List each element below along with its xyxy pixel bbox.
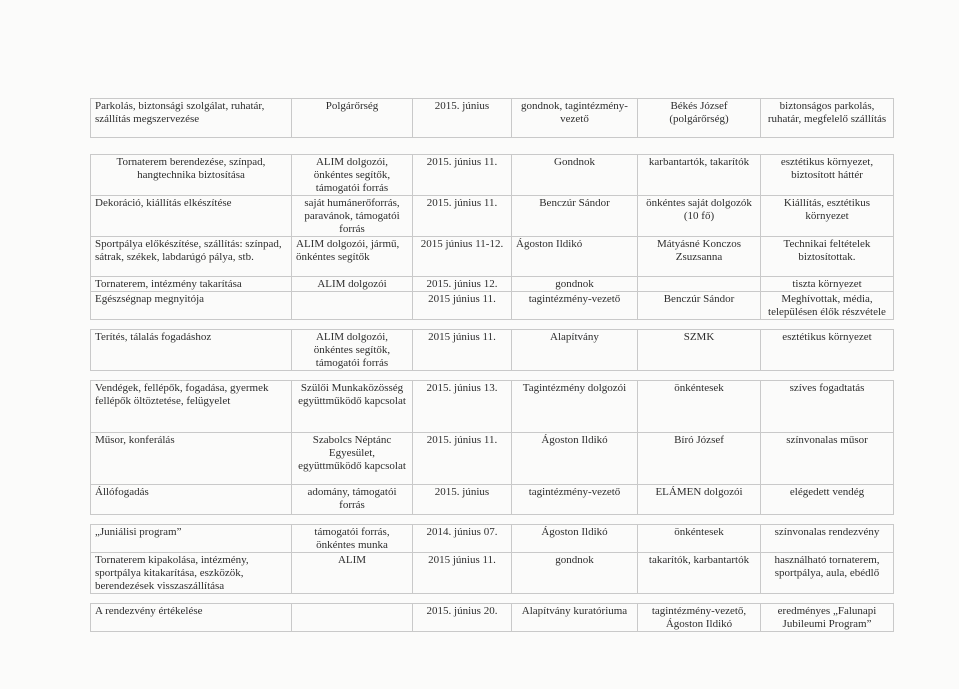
table-row [91, 525, 894, 553]
table-cell [292, 604, 413, 632]
table-cell: 2015. június [413, 485, 512, 515]
table-row [91, 237, 894, 277]
spacer-cell [91, 371, 894, 381]
table-cell: tagintézmény-vezető, Ágoston Ildikó [638, 604, 761, 632]
table-cell: 2015 június 11. [413, 292, 512, 320]
table-cell: 2015. június 11. [413, 155, 512, 196]
table-cell: szíves fogadtatás [761, 381, 894, 433]
table-cell: Tagintézmény dolgozói [512, 381, 638, 433]
table-cell: „Juniálisi program” [91, 525, 292, 553]
table-cell: karbantartók, takarítók [638, 155, 761, 196]
table-cell: A rendezvény értékelése [91, 604, 292, 632]
spacer-cell [91, 594, 894, 604]
table-cell: 2015. június [413, 99, 512, 138]
table-cell: Benczúr Sándor [638, 292, 761, 320]
table-cell: Állófogadás [91, 485, 292, 515]
table-row [91, 155, 894, 196]
table-cell: SZMK [638, 330, 761, 371]
spacer-row [91, 594, 894, 604]
table-row [91, 485, 894, 515]
table-cell: Meghívottak, média, településen élők részvétele [761, 292, 894, 320]
table-cell: 2015. június 12. [413, 277, 512, 292]
table-cell: takarítók, karbantartók [638, 553, 761, 594]
table-cell: 2015. június 13. [413, 381, 512, 433]
table-cell: tagintézmény-vezető [512, 485, 638, 515]
spacer-cell [91, 320, 894, 330]
table-cell [292, 292, 413, 320]
table-cell [638, 277, 761, 292]
table-cell: Polgárőrség [292, 99, 413, 138]
table-row [91, 330, 894, 371]
table-cell: Terítés, tálalás fogadáshoz [91, 330, 292, 371]
table-cell: adomány, támogatói forrás [292, 485, 413, 515]
table-cell: Dekoráció, kiállítás elkészítése [91, 196, 292, 237]
table-cell: tiszta környezet [761, 277, 894, 292]
table-cell: Tornaterem kipakolása, intézmény, sportpálya kitakarítása, eszközök, berendezések visszaszállítása [91, 553, 292, 594]
table-cell: ALIM dolgozói, önkéntes segítők, támogatói forrás [292, 155, 413, 196]
table-cell: gondnok, tagintézmény-vezető [512, 99, 638, 138]
table-cell: Ágoston Ildikó [512, 237, 638, 277]
table-row [91, 381, 894, 433]
spacer-row [91, 515, 894, 525]
table-cell: Ágoston Ildikó [512, 433, 638, 485]
table-cell: tagintézmény-vezető [512, 292, 638, 320]
table-cell: 2015 június 11. [413, 330, 512, 371]
table-cell: használható tornaterem, sportpálya, aula, ebédlő [761, 553, 894, 594]
table-cell: Tornaterem berendezése, színpad, hangtechnika biztosítása [91, 155, 292, 196]
table-cell: elégedett vendég [761, 485, 894, 515]
table-cell: 2015. június 11. [413, 433, 512, 485]
table-cell: esztétikus környezet, biztosított háttér [761, 155, 894, 196]
table-cell: önkéntes saját dolgozók (10 fő) [638, 196, 761, 237]
table-cell: Kiállítás, esztétikus környezet [761, 196, 894, 237]
table-cell: önkéntesek [638, 381, 761, 433]
table-row [91, 604, 894, 632]
table-main [90, 154, 894, 632]
table-cell: 2015. június 11. [413, 196, 512, 237]
table-cell: biztonságos parkolás, ruhatár, megfelelő szállítás [761, 99, 894, 138]
table-cell: ALIM [292, 553, 413, 594]
table-cell: ALIM dolgozói, önkéntes segítők, támogatói forrás [292, 330, 413, 371]
table-row [91, 196, 894, 237]
table-cell: Egészségnap megnyitója [91, 292, 292, 320]
table-top [90, 98, 894, 138]
table-cell: 2015 június 11. [413, 553, 512, 594]
table-cell: Sportpálya előkészítése, szállítás: színpad, sátrak, székek, labdarúgó pálya, stb. [91, 237, 292, 277]
table-cell: támogatói forrás, önkéntes munka [292, 525, 413, 553]
table-cell: Parkolás, biztonsági szolgálat, ruhatár, szállítás megszervezése [91, 99, 292, 138]
table-cell: 2014. június 07. [413, 525, 512, 553]
table-cell: gondnok [512, 553, 638, 594]
table-cell: Benczúr Sándor [512, 196, 638, 237]
table-cell: Szülői Munkaközösség együttműködő kapcsolat [292, 381, 413, 433]
table-cell: Bíró József [638, 433, 761, 485]
table-row [91, 553, 894, 594]
spacer-row [91, 320, 894, 330]
table-cell: Szabolcs Néptánc Egyesület, együttműködő kapcsolat [292, 433, 413, 485]
table-cell: Műsor, konferálás [91, 433, 292, 485]
table-row [91, 433, 894, 485]
table-cell: esztétikus környezet [761, 330, 894, 371]
table-cell: 2015. június 20. [413, 604, 512, 632]
table-cell: színvonalas műsor [761, 433, 894, 485]
spacer-row [91, 371, 894, 381]
table-cell: Alapítvány kuratóriuma [512, 604, 638, 632]
table-cell: ALIM dolgozói, jármű, önkéntes segítők [292, 237, 413, 277]
table-cell: Mátyásné Konczos Zsuzsanna [638, 237, 761, 277]
table-cell: önkéntesek [638, 525, 761, 553]
table-cell: 2015 június 11-12. [413, 237, 512, 277]
table-cell: ELÁMEN dolgozói [638, 485, 761, 515]
table-cell: Alapítvány [512, 330, 638, 371]
table-row [91, 277, 894, 292]
table-row [91, 292, 894, 320]
table-cell: saját humánerőforrás, paravánok, támogatói forrás [292, 196, 413, 237]
spacer-cell [91, 515, 894, 525]
table-cell: Gondnok [512, 155, 638, 196]
table-cell: gondnok [512, 277, 638, 292]
table-cell: eredményes „Falunapi Jubileumi Program” [761, 604, 894, 632]
table-cell: ALIM dolgozói [292, 277, 413, 292]
table-cell: Technikai feltételek biztosítottak. [761, 237, 894, 277]
table-cell: Ágoston Ildikó [512, 525, 638, 553]
table-row [91, 99, 894, 138]
table-cell: Tornaterem, intézmény takarítása [91, 277, 292, 292]
table-cell: Békés József (polgárőrség) [638, 99, 761, 138]
table-cell: Vendégek, fellépők, fogadása, gyermek fellépők öltöztetése, felügyelet [91, 381, 292, 433]
table-cell: színvonalas rendezvény [761, 525, 894, 553]
